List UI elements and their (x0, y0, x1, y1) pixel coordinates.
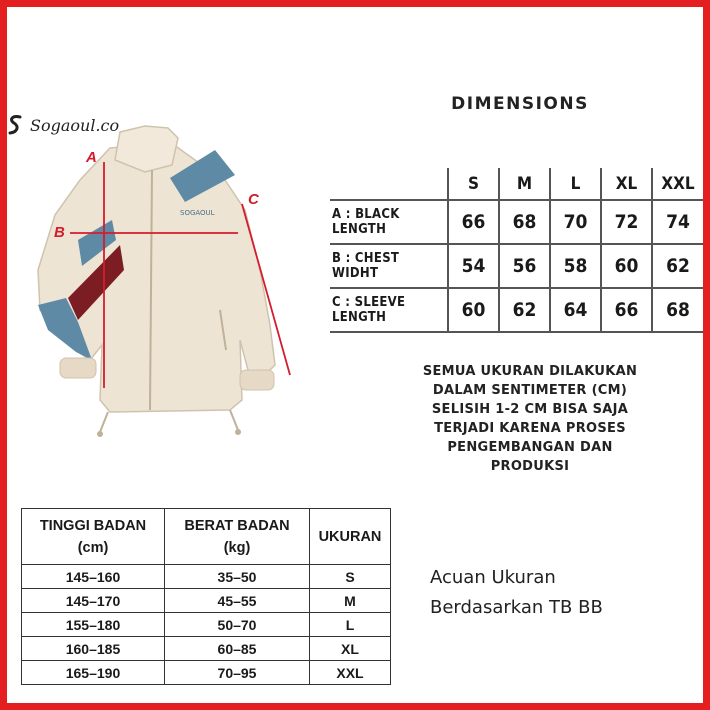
jacket-logo-text: SOGAOUL (180, 209, 215, 217)
weight-cell: 35–50 (165, 565, 310, 589)
dimension-value: 60 (601, 244, 652, 288)
marker-b-label: B (54, 224, 65, 241)
height-cell: 145–170 (22, 589, 165, 613)
height-cell: 155–180 (22, 613, 165, 637)
size-header: M (499, 168, 550, 200)
dimension-value: 72 (601, 200, 652, 244)
dimension-value: 54 (448, 244, 499, 288)
dimension-row-label: C : SLEEVE LENGTH (330, 288, 448, 332)
dimensions-table (330, 168, 703, 333)
note-line: PENGEMBANGAN DAN (447, 440, 613, 455)
header-height: TINGGI BADAN (cm) (22, 509, 165, 565)
size-cell: XXL (310, 661, 391, 685)
table-row (22, 661, 391, 685)
height-cell: 165–190 (22, 661, 165, 685)
dimension-row (330, 288, 703, 332)
weight-cell: 60–85 (165, 637, 310, 661)
dimension-value: 66 (448, 200, 499, 244)
dimension-row-label: B : CHEST WIDHT (330, 244, 448, 288)
dimension-value: 60 (448, 288, 499, 332)
dimension-value: 64 (550, 288, 601, 332)
dimension-value: 58 (550, 244, 601, 288)
size-header: S (448, 168, 499, 200)
weight-cell: 45–55 (165, 589, 310, 613)
height-cell: 160–185 (22, 637, 165, 661)
weight-cell: 50–70 (165, 613, 310, 637)
dimension-row-label: A : BLACK LENGTH (330, 200, 448, 244)
size-reference-note (430, 563, 603, 623)
note-line: PRODUKSI (490, 459, 570, 474)
size-cell: XL (310, 637, 391, 661)
size-cell: L (310, 613, 391, 637)
size-header: XXL (652, 168, 703, 200)
marker-c-label: C (248, 191, 259, 208)
brand-name: Sogaoul.co (30, 115, 120, 135)
dimension-value: 70 (550, 200, 601, 244)
jacket-illustration (20, 120, 310, 450)
dimensions-corner-cell (330, 168, 448, 200)
reference-line-1: Acuan Ukuran (430, 567, 556, 588)
dimension-row (330, 200, 703, 244)
dimension-value: 62 (652, 244, 703, 288)
table-row (22, 613, 391, 637)
table-row (22, 589, 391, 613)
size-header: L (550, 168, 601, 200)
size-header: XL (601, 168, 652, 200)
note-line: DALAM SENTIMETER (CM) (432, 383, 628, 398)
table-row (22, 637, 391, 661)
header-size: UKURAN (310, 509, 391, 565)
dimension-value: 68 (499, 200, 550, 244)
size-cell: S (310, 565, 391, 589)
table-row (22, 565, 391, 589)
dimension-value: 68 (652, 288, 703, 332)
height-weight-table (21, 508, 391, 685)
dimension-value: 74 (652, 200, 703, 244)
note-line: SELISIH 1-2 CM BISA SAJA (431, 402, 629, 417)
dimension-value: 56 (499, 244, 550, 288)
reference-line-2: Berdasarkan TB BB (430, 597, 603, 618)
note-line: SEMUA UKURAN DILAKUKAN (422, 364, 638, 379)
dimensions-note (400, 362, 660, 476)
dimensions-title: DIMENSIONS (451, 94, 589, 114)
size-cell: M (310, 589, 391, 613)
dimension-row (330, 244, 703, 288)
dimension-value: 62 (499, 288, 550, 332)
note-line: TERJADI KARENA PROSES (434, 421, 626, 436)
height-cell: 145–160 (22, 565, 165, 589)
header-weight: BERAT BADAN (kg) (165, 509, 310, 565)
weight-cell: 70–95 (165, 661, 310, 685)
marker-a-label: A (86, 149, 97, 166)
dimension-value: 66 (601, 288, 652, 332)
